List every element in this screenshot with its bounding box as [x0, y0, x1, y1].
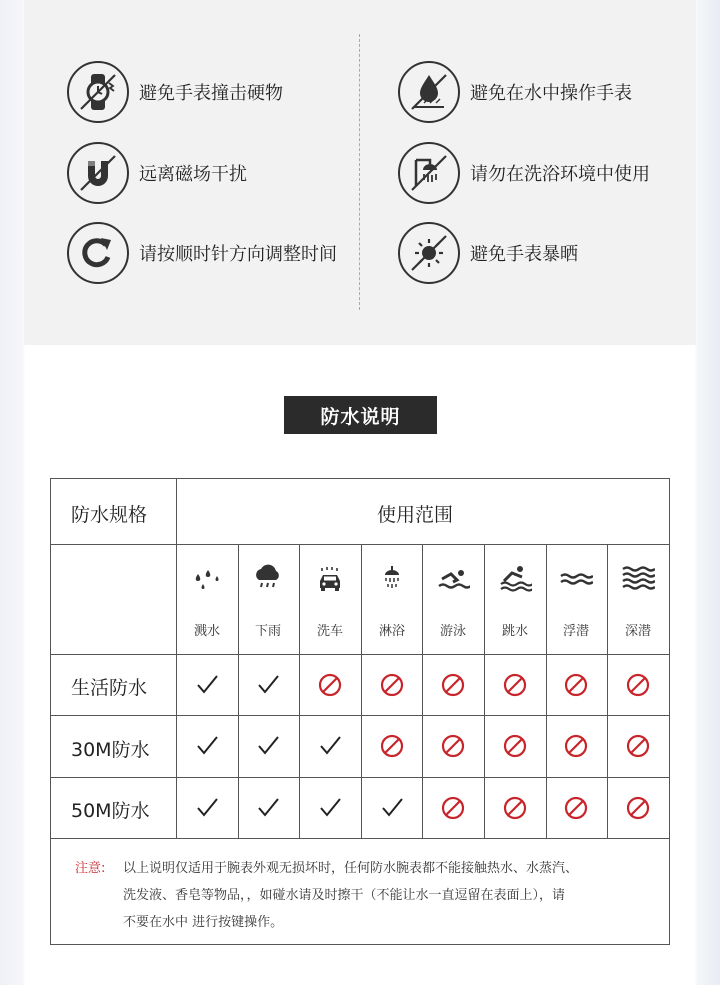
- shower-icon: [375, 564, 409, 592]
- check-icon: [194, 733, 220, 759]
- note-line: 洗发液、香皂等物品，，如碰水请及时擦干（不能让水一直逗留在表面上），请: [123, 888, 566, 903]
- water-drop-icon: [398, 61, 460, 123]
- splash-icon: [190, 564, 224, 592]
- dashed-divider: [359, 34, 360, 310]
- prohibited-icon: [502, 733, 528, 759]
- care-label: 请勿在洗浴环境中使用: [470, 164, 650, 185]
- column-label: 深潜: [624, 624, 651, 639]
- check-icon: [255, 795, 281, 821]
- prohibited-icon: [379, 672, 405, 698]
- shower-icon: [398, 142, 460, 204]
- prohibited-icon: [440, 733, 466, 759]
- prohibited-icon: [563, 672, 589, 698]
- note-line: 不要在水中 进行按键操作。: [123, 915, 284, 930]
- check-icon: [379, 795, 405, 821]
- care-item-avoid-impact: [67, 61, 283, 123]
- column-label: 浮潜: [562, 624, 589, 639]
- swimming-icon: [436, 564, 470, 592]
- row-label: 50M防水: [71, 800, 150, 822]
- care-item-no-water-operation: [398, 61, 632, 123]
- note-line: 以上说明仅适用于腕表外观无损坏时，任何防水腕表都不能接触热水、水蒸汽、: [123, 861, 579, 876]
- care-item-magnet: [67, 142, 247, 204]
- usage-header: 使用范围: [377, 504, 454, 526]
- row-label: 生活防水: [71, 677, 148, 699]
- snorkel-waves-icon: [559, 564, 593, 592]
- rain-icon: [251, 564, 285, 592]
- prohibited-icon: [317, 672, 343, 698]
- check-icon: [194, 795, 220, 821]
- care-label: 请按顺时针方向调整时间: [139, 244, 337, 265]
- care-label: 避免手表暴晒: [470, 244, 578, 265]
- care-item-no-sun: [398, 222, 578, 284]
- prohibited-icon: [502, 672, 528, 698]
- car-wash-icon: [313, 564, 347, 592]
- check-icon: [255, 672, 281, 698]
- check-icon: [317, 733, 343, 759]
- column-label: 跳水: [501, 624, 528, 639]
- column-label: 淋浴: [378, 624, 405, 639]
- section-title-badge: 防水说明: [284, 396, 437, 434]
- spec-header: 防水规格: [71, 504, 148, 526]
- prohibited-icon: [502, 795, 528, 821]
- watch-impact-icon: [67, 61, 129, 123]
- row-label: 30M防水: [71, 739, 150, 761]
- care-item-rotate: [67, 222, 337, 284]
- diving-icon: [498, 564, 532, 592]
- check-icon: [255, 733, 281, 759]
- prohibited-icon: [625, 733, 651, 759]
- check-icon: [194, 672, 220, 698]
- prohibited-icon: [440, 795, 466, 821]
- waterproof-table: [50, 478, 670, 945]
- care-item-no-bath: [398, 142, 650, 204]
- care-label: 远离磁场干扰: [139, 164, 247, 185]
- prohibited-icon: [563, 733, 589, 759]
- sun-icon: [398, 222, 460, 284]
- column-label: 游泳: [439, 624, 466, 639]
- note-line: [75, 857, 105, 876]
- column-label: 洗车: [316, 624, 343, 639]
- check-icon: [317, 795, 343, 821]
- care-instructions-panel: [24, 0, 696, 345]
- prohibited-icon: [625, 672, 651, 698]
- care-label: 避免手表撞击硬物: [139, 83, 283, 104]
- prohibited-icon: [440, 672, 466, 698]
- care-label: 避免在水中操作手表: [470, 83, 632, 104]
- prohibited-icon: [379, 733, 405, 759]
- magnet-icon: [67, 142, 129, 204]
- deep-dive-waves-icon: [621, 564, 655, 592]
- column-label: 溅水: [193, 624, 220, 639]
- column-label: 下雨: [254, 624, 281, 639]
- note-label: 注意:: [75, 861, 106, 876]
- prohibited-icon: [563, 795, 589, 821]
- prohibited-icon: [625, 795, 651, 821]
- rotate-clockwise-icon: [67, 222, 129, 284]
